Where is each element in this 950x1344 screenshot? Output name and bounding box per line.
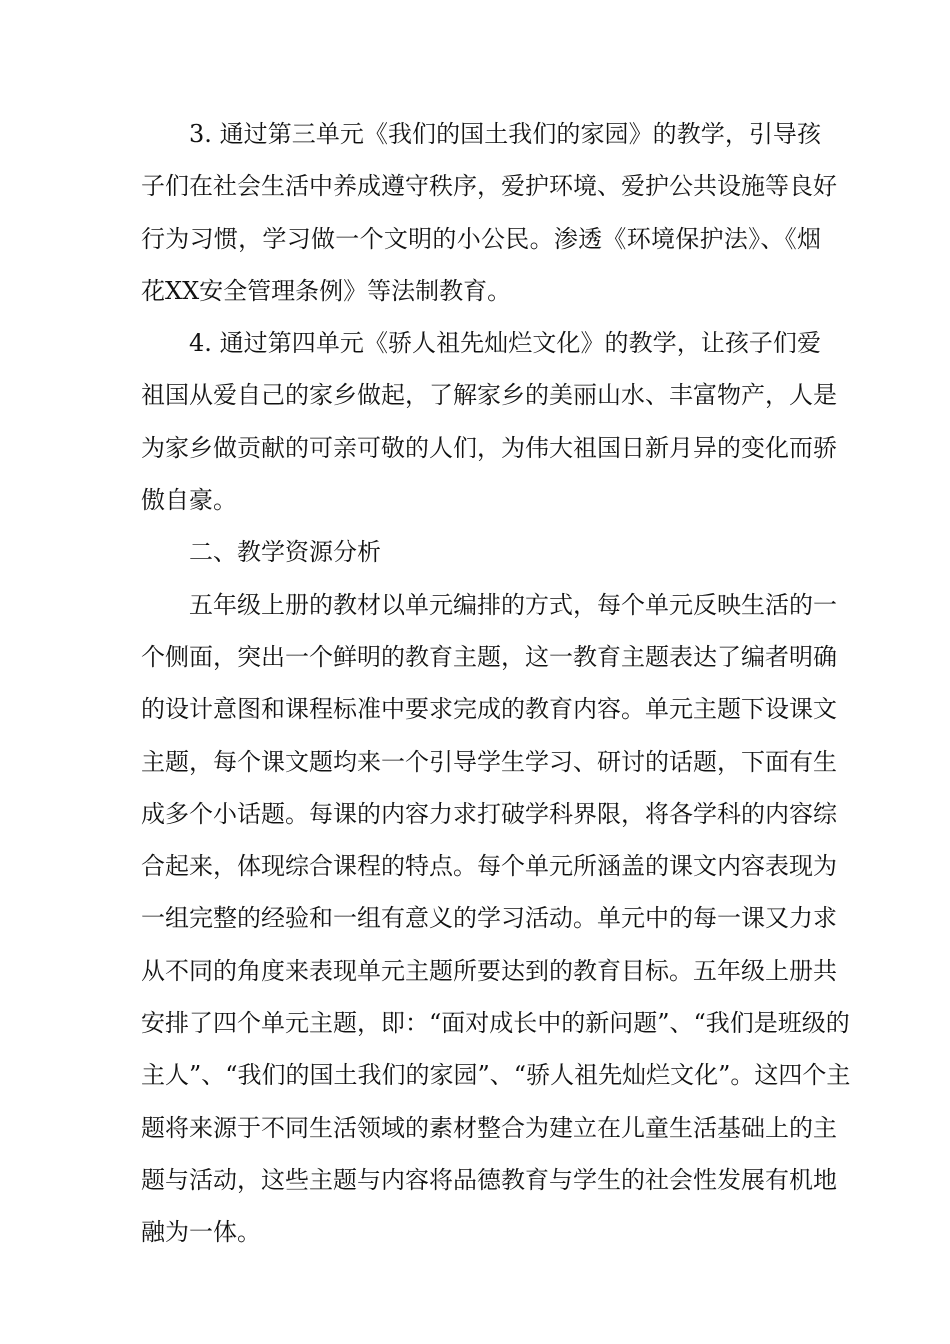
- text-line: 为家乡做贡献的可亲可敬的人们，为伟大祖国日新月异的变化而骄: [141, 433, 837, 462]
- text-line: 4. 通过第四单元《骄人祖先灿烂文化》的教学，让孩子们爱: [189, 329, 821, 358]
- text-line: 行为习惯，学习做一个文明的小公民。渗透《环境保护法》、《烟: [141, 224, 821, 253]
- text-line: 融为一体。: [141, 1218, 261, 1247]
- text-line: 祖国从爱自己的家乡做起，了解家乡的美丽山水、丰富物产，人是: [141, 381, 837, 410]
- text-line: 花XX安全管理条例》等法制教育。: [141, 276, 512, 305]
- text-line: 题将来源于不同生活领域的素材整合为建立在儿童生活基础上的主: [141, 1113, 837, 1142]
- text-line: 3. 通过第三单元《我们的国土我们的家园》的教学，引导孩: [189, 120, 821, 148]
- text-line: 主人”、“我们的国土我们的家园”、“骄人祖先灿烂文化”。这四个主: [141, 1061, 851, 1090]
- paragraph-unit-four: [141, 317, 837, 526]
- text-line: 合起来，体现综合课程的特点。每个单元所涵盖的课文内容表现为: [141, 852, 837, 881]
- heading-text: 二、教学资源分析: [189, 538, 381, 567]
- text-line: 的设计意图和课程标准中要求完成的教育内容。单元主题下设课文: [141, 695, 837, 724]
- text-line: 安排了四个单元主题，即：“面对成长中的新问题”、“我们是班级的: [141, 1009, 850, 1038]
- paragraph-resource-analysis: [141, 579, 851, 1259]
- text-line: 成多个小话题。每课的内容力求打破学科界限，将各学科的内容综: [141, 799, 837, 828]
- text-line: 五年级上册的教材以单元编排的方式，每个单元反映生活的一: [189, 590, 837, 619]
- text-line: 子们在社会生活中养成遵守秩序，爱护环境、爱护公共设施等良好: [141, 172, 837, 201]
- text-line: 题与活动，这些主题与内容将品德教育与学生的社会性发展有机地: [141, 1165, 837, 1194]
- text-line: 从不同的角度来表现单元主题所要达到的教育目标。五年级上册共: [141, 956, 837, 985]
- text-line: 主题，每个课文题均来一个引导学生学习、研讨的话题，下面有生: [141, 747, 837, 776]
- text-line: 傲自豪。: [141, 486, 237, 515]
- text-line: 个侧面，突出一个鲜明的教育主题，这一教育主题表达了编者明确: [141, 642, 837, 671]
- document-body: [141, 108, 851, 1259]
- paragraph-unit-three: [141, 108, 837, 317]
- text-line: 一组完整的经验和一组有意义的学习活动。单元中的每一课又力求: [141, 904, 837, 933]
- section-heading: [141, 526, 821, 578]
